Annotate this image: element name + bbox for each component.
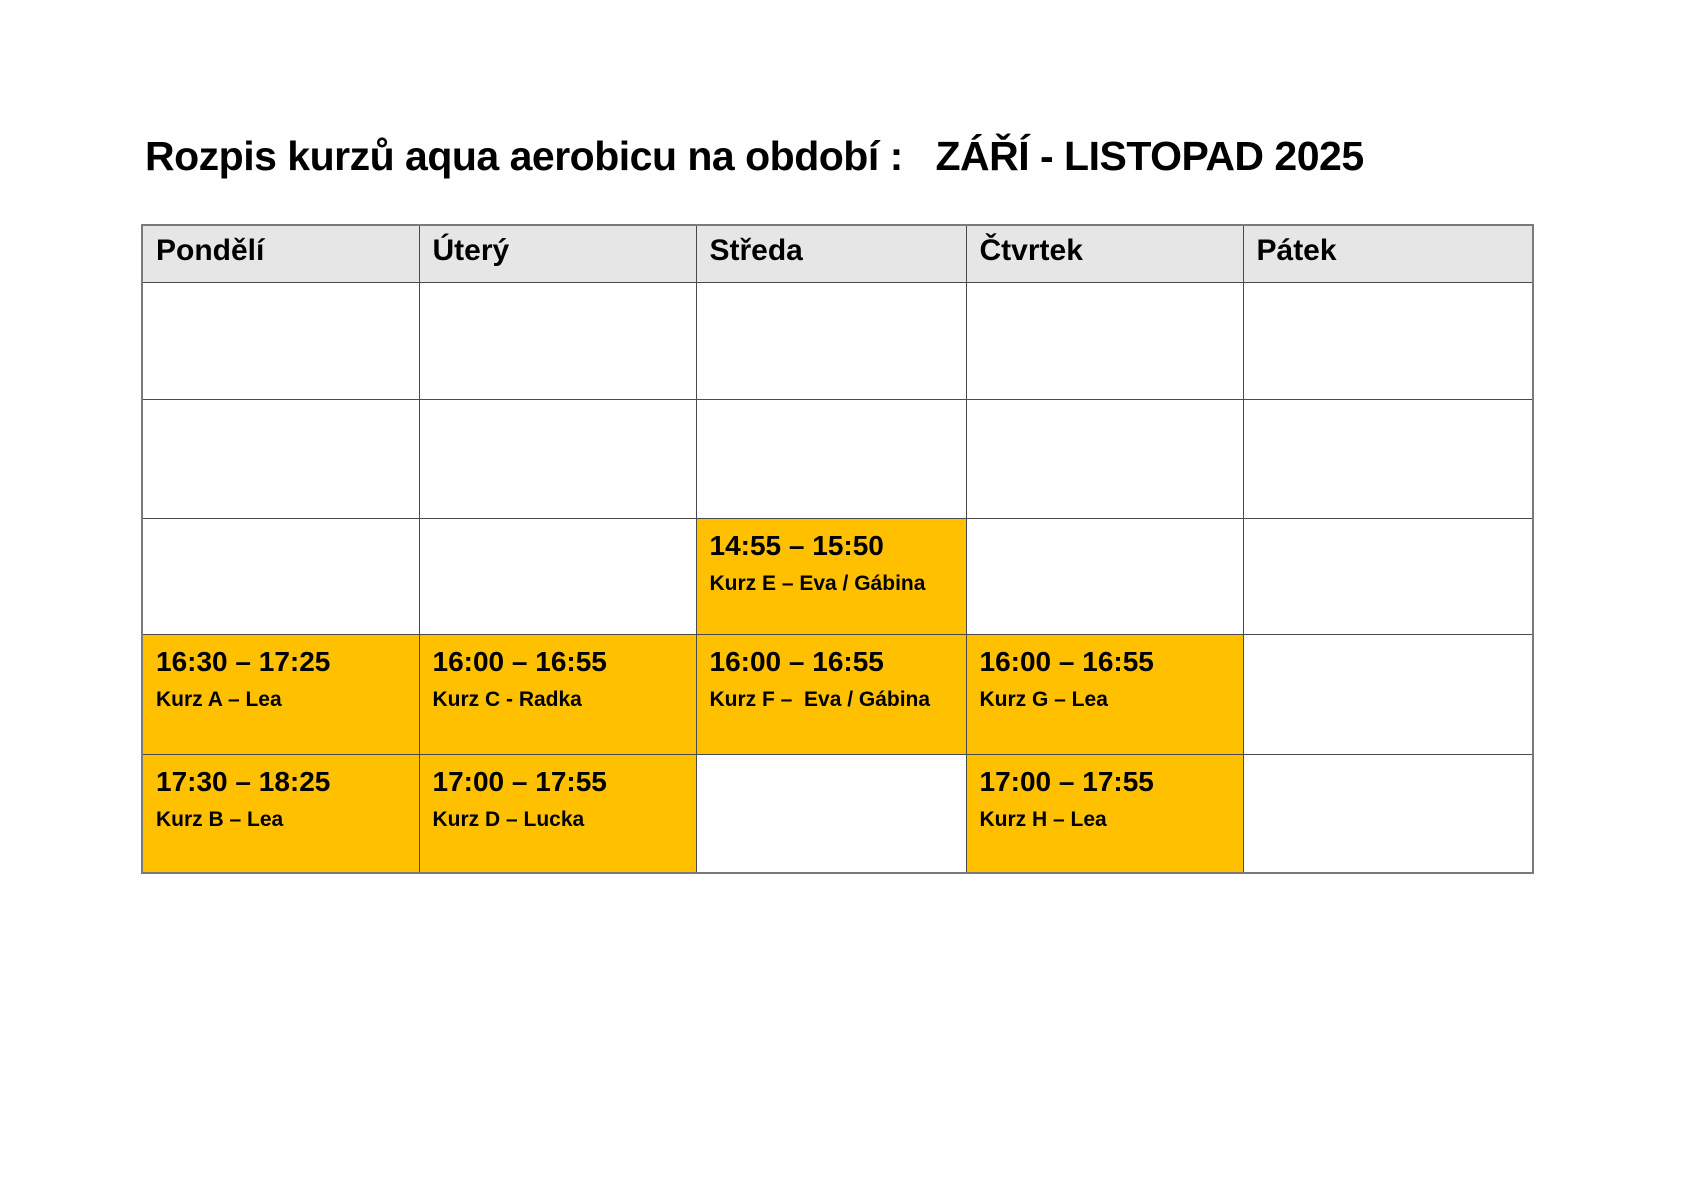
cell-course — [697, 294, 966, 304]
cell-time: 16:00 – 16:55 — [979, 645, 1154, 677]
schedule-cell — [419, 399, 696, 518]
schedule-cell-kurz-f — [696, 634, 966, 754]
cell-course: Kurz B – Lea — [156, 807, 284, 831]
schedule-cell — [419, 282, 696, 399]
cell-course — [697, 411, 966, 421]
cell-time: 17:00 – 17:55 — [979, 765, 1154, 797]
cell-time — [1244, 400, 1533, 411]
cell-course: Kurz H – Lea — [979, 807, 1107, 831]
day-header-patek: Pátek — [1243, 225, 1533, 282]
schedule-cell — [142, 282, 419, 399]
day-header-ctvrtek: Čtvrtek — [966, 225, 1243, 282]
schedule-cell — [1243, 399, 1533, 518]
cell-course — [420, 294, 696, 304]
cell-time — [697, 283, 966, 294]
cell-course — [420, 411, 696, 421]
cell-course: Kurz E – Eva / Gábina — [709, 571, 926, 595]
cell-time — [1244, 755, 1533, 766]
cell-course — [967, 411, 1243, 421]
cell-time — [143, 283, 419, 294]
cell-course — [697, 766, 966, 776]
cell-course — [143, 530, 419, 540]
schedule-row — [142, 518, 1533, 634]
cell-time: 16:30 – 17:25 — [156, 645, 331, 677]
schedule-cell — [1243, 634, 1533, 754]
schedule-cell — [966, 399, 1243, 518]
schedule-row — [142, 399, 1533, 518]
schedule-row — [142, 282, 1533, 399]
cell-time — [1244, 283, 1533, 294]
schedule-row — [142, 634, 1533, 754]
cell-time: 17:00 – 17:55 — [432, 765, 607, 797]
cell-course — [1244, 530, 1533, 540]
cell-course: Kurz D – Lucka — [432, 807, 585, 831]
schedule-cell-kurz-e — [696, 518, 966, 634]
cell-time — [697, 755, 966, 766]
schedule-cell-kurz-c — [419, 634, 696, 754]
schedule-cell — [1243, 518, 1533, 634]
day-header-row — [142, 225, 1533, 282]
cell-course — [143, 294, 419, 304]
cell-time — [143, 400, 419, 411]
cell-time: 16:00 – 16:55 — [709, 645, 884, 677]
cell-course — [143, 411, 419, 421]
cell-course — [1244, 294, 1533, 304]
cell-time — [420, 400, 696, 411]
cell-course — [420, 530, 696, 540]
schedule-row — [142, 754, 1533, 873]
day-header-pondeli: Pondělí — [142, 225, 419, 282]
cell-course — [1244, 411, 1533, 421]
schedule-cell-kurz-d — [419, 754, 696, 873]
cell-time: 17:30 – 18:25 — [156, 765, 331, 797]
cell-time — [420, 519, 696, 530]
cell-course: Kurz A – Lea — [156, 687, 282, 711]
schedule-cell — [696, 399, 966, 518]
schedule-cell-kurz-g — [966, 634, 1243, 754]
cell-time — [1244, 635, 1533, 646]
cell-time — [967, 400, 1243, 411]
schedule-cell-kurz-h — [966, 754, 1243, 873]
cell-time — [143, 519, 419, 530]
cell-course: Kurz C - Radka — [432, 687, 582, 711]
page-title: Rozpis kurzů aqua aerobicu na období : ZÁŘÍ - LISTOPAD 2025 — [145, 133, 1364, 179]
cell-course — [1244, 766, 1533, 776]
schedule-cell-kurz-a — [142, 634, 419, 754]
schedule-cell — [966, 518, 1243, 634]
cell-time — [967, 283, 1243, 294]
schedule-cell — [696, 282, 966, 399]
cell-course: Kurz F – Eva / Gábina — [709, 687, 931, 711]
day-header-streda: Středa — [696, 225, 966, 282]
schedule-cell — [966, 282, 1243, 399]
cell-time: 16:00 – 16:55 — [432, 645, 607, 677]
schedule-cell — [1243, 754, 1533, 873]
schedule-cell-kurz-b — [142, 754, 419, 873]
cell-time — [967, 519, 1243, 530]
schedule-cell — [142, 399, 419, 518]
cell-time: 14:55 – 15:50 — [709, 529, 884, 561]
schedule-table — [141, 224, 1534, 874]
cell-course — [1244, 646, 1533, 656]
schedule-cell — [696, 754, 966, 873]
schedule-cell — [142, 518, 419, 634]
cell-time — [1244, 519, 1533, 530]
cell-time — [420, 283, 696, 294]
schedule-cell — [1243, 282, 1533, 399]
schedule-cell — [419, 518, 696, 634]
cell-course — [967, 530, 1243, 540]
cell-course — [967, 294, 1243, 304]
cell-time — [697, 400, 966, 411]
day-header-utery: Úterý — [419, 225, 696, 282]
cell-course: Kurz G – Lea — [979, 687, 1108, 711]
